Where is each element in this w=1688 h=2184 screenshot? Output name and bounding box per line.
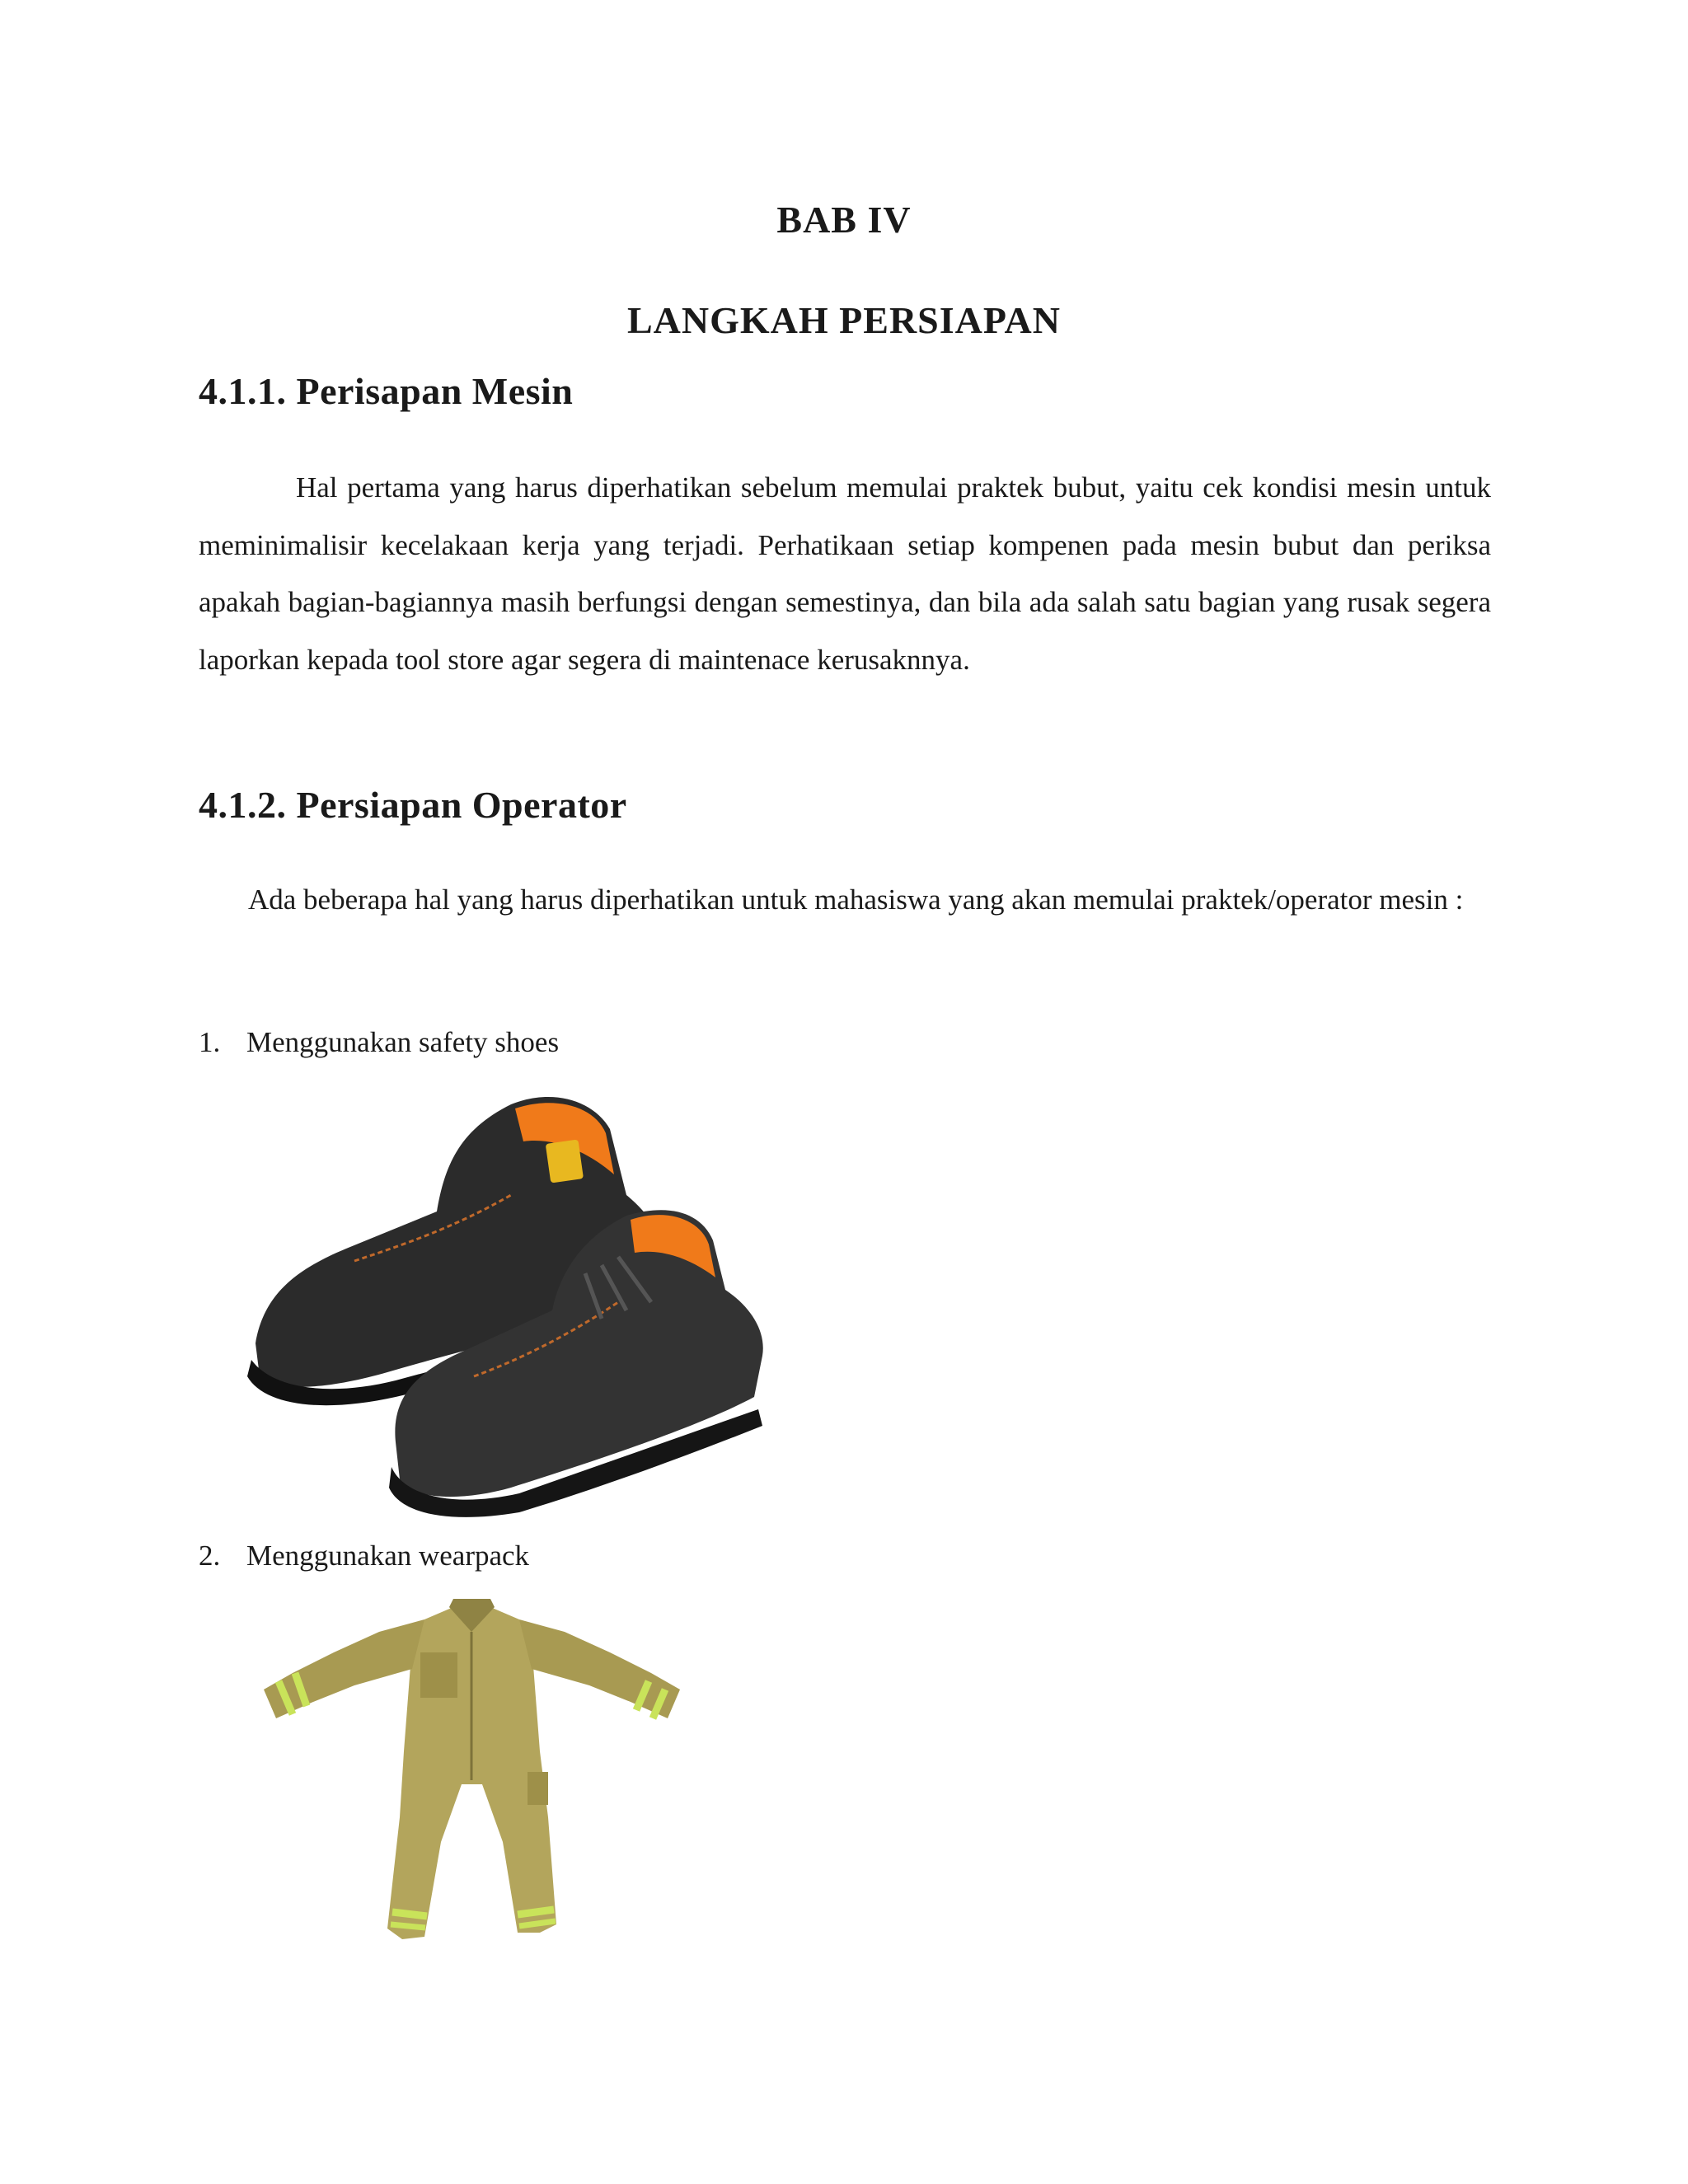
paragraph-machine-prep: Hal pertama yang harus diperhatikan sebelum memulai praktek bubut, yaitu cek kondisi mesin untuk meminimalisir kecelakaan kerja yang terjadi. Perhatikaan setiap kompenen pada mesin bubut dan periksa apakah bagian-bagiannya masih berfungsi dengan semestinya, dan bila ada salah satu bagian yang rusak segera laporkan kepada tool store agar segera di maintenace kerusaknnya. [199, 471, 1491, 676]
paragraph-operator-prep: Ada beberapa hal yang harus diperhatikan untuk mahasiswa yang akan memulai praktek/operator mesin : [248, 883, 1464, 916]
list-number: 1. [199, 1026, 221, 1058]
list-text: Menggunakan safety shoes [246, 1026, 560, 1058]
list-item-safety-shoes [199, 1022, 559, 1063]
section-heading-operator-prep: 4.1.2. Persiapan Operator [199, 784, 627, 826]
list-item-wearpack [199, 1535, 529, 1577]
safety-shoes-image [239, 1071, 775, 1521]
wearpack-image [256, 1595, 688, 1970]
list-text: Menggunakan wearpack [246, 1540, 530, 1572]
chapter-heading: BAB IV [776, 199, 912, 241]
section-heading-machine-prep: 4.1.1. Perisapan Mesin [199, 370, 574, 412]
chapter-title: LANGKAH PERSIAPAN [626, 299, 1061, 341]
list-number: 2. [199, 1540, 221, 1572]
coverall [264, 1599, 680, 1939]
